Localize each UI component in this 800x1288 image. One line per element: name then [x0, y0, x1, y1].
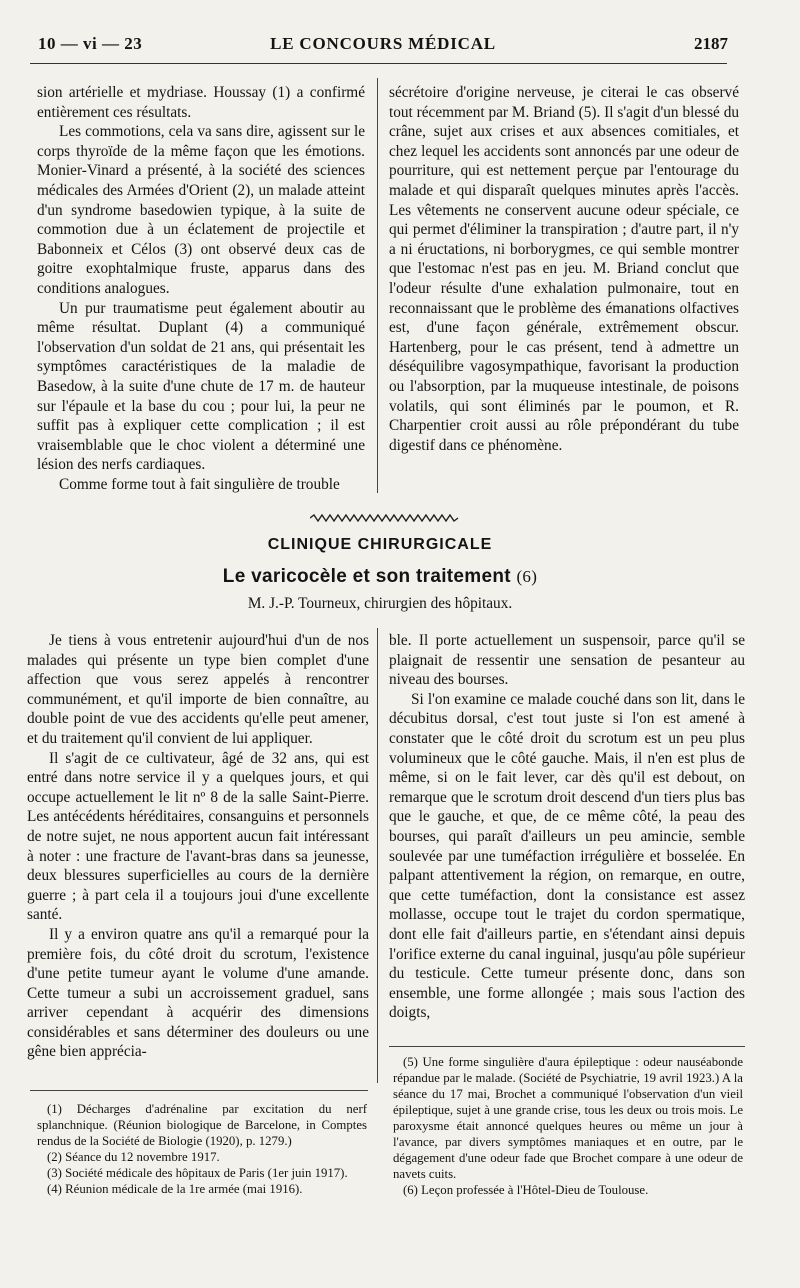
- paragraph: sécrétoire d'origine nerveuse, je citerai le cas observé tout récemment par M. Briand (5). Il s'agit d'un blessé du crâne, sujet aux crises et aux absences comitiales, et chez lequel les accidents sont annoncés par une odeur de pourriture, qui est nettement perçue par l'entourage du malade et qui disparaît quelques minutes après l'accès. Les vêtements ne conservent aucune odeur spéciale, ce qui permet d'éliminer la transpiration ; d'autre part, il n'y a ni éructations, ni borborygmes, ce qui semble montrer que l'estomac n'est pas en jeu. M. Briand conclut que l'odeur résulte d'une exhalation pulmonaire, tout en reconnaissant que le problème des émanations olfactives est, d'une façon générale, extrêmement obscur. Hartenberg, pour le cas présent, tend à admettre un déséquilibre vagosympathique, favorisant la production ou l'absorption, par la muqueuse intestinale, de poisons volatils, qui sont éliminés par le poumon, et R. Charpentier croit aussi au rôle prépondérant du tube digestif dans ce phénomène.: [389, 84, 739, 454]
- article-title-text: Le varicocèle et son traitement: [222, 566, 511, 587]
- footnote-rule: [389, 1046, 745, 1047]
- paragraph: Un pur traumatisme peut également aboutir au même résultat. Duplant (4) a communiqué l'observation d'un soldat de 21 ans, qui présentait les symptômes caractéristiques de la maladie de Basedow, à la suite d'une chute de 17 m. de hauteur sur l'épaule et la base du cou ; pour lui, la peur ne suffit pas à expliquer cette complication ; il est vraisemblable que le choc violent a déterminé une lésion des nerfs cardiaques.: [37, 299, 365, 474]
- running-header: [38, 34, 728, 56]
- bottom-right-column: [389, 631, 745, 1023]
- column-divider: [377, 628, 378, 1083]
- ornament-divider: [310, 514, 460, 522]
- paragraph: Les commotions, cela va sans dire, agissent sur le corps thyroïde de la même façon que les émotions. Monier-Vinard a présenté, à la société des sciences médicales des Armées d'Orient (2), un malade atteint d'un syndrome basedowien typique, à la suite de commotion due à un éclatement de projectile et Babonneix et Célos (3) ont observé deux cas de goitre exophtalmique fruste, apparus dans des conditions analogues.: [37, 123, 365, 297]
- bottom-left-column: [27, 631, 369, 1062]
- journal-title: LE CONCOURS MÉDICAL: [270, 34, 496, 53]
- paragraph: Si l'on examine ce malade couché dans son lit, dans le décubitus dorsal, c'est tout juste si l'on est amené à constater que le côté droit du scrotum est un peu plus volumineux que le côté gauche. Mais, il n'en est plus de même, si on le fait lever, car dès qu'il est debout, on remarque que le scrotum droit descend d'un tiers plus bas que le gauche, et que, de ce même côté, la peau des bourses, qui paraît d'ailleurs un peu amincie, semble soulevée par une tuméfaction irrégulière et bosselée. En palpant attentivement la région, on remarque, en outre, que cette tuméfaction, dont la consistance est assez mollasse, occupe tout le trajet du cordon spermatique, dont elle fait d'ailleurs partie, en s'étendant ainsi depuis l'orifice externe du canal inguinal, jusqu'au pôle supérieur du testicule. Cette tumeur présente donc, dans son ensemble, une forme allongée ; mais sous l'action des doigts,: [389, 690, 745, 1022]
- paragraph: Comme forme tout à fait singulière de trouble: [59, 475, 340, 493]
- paragraph: Il s'agit de ce cultivateur, âgé de 32 ans, qui est entré dans notre service il y a quelques jours, et qui occupe actuellement le lit nº 8 de la salle Saint-Pierre. Les antécédents héréditaires, consanguins et personnels de notre sujet, ne nous apportent aucun fait intéressant à noter : une fracture de l'avant-bras dans sa jeunesse, deux blessures superficielles au cours de la dernière guerre ; à part cela il a toujours joui d'une excellente santé.: [27, 749, 369, 924]
- footnote: (1) Décharges d'adrénaline par excitation du nerf splanchnique. (Réunion biologique de Barcelone, in Comptes rendus de la Société de Biologie (1920), p. 1279.): [37, 1102, 367, 1148]
- issue-number: 10 — vi — 23: [38, 34, 143, 53]
- top-right-column: [389, 83, 739, 455]
- footnotes-left: [37, 1101, 367, 1197]
- footnotes-right: [393, 1054, 743, 1198]
- footnote-rule: [30, 1090, 368, 1091]
- paragraph: sion artérielle et mydriase. Houssay (1) a confirmé entièrement ces résultats.: [37, 84, 365, 121]
- paragraph: Il y a environ quatre ans qu'il a remarqué pour la première fois, du côté droit du scrotum, l'existence d'une petite tumeur ayant le volume d'une amande. Cette tumeur a subi un accroissement graduel, sans arriver cependant à acquérir des dimensions considérables et sans déterminer des douleurs ou une gêne bien apprécia-: [27, 925, 369, 1061]
- page-number: 2187: [694, 34, 728, 53]
- header-rule: [30, 63, 727, 64]
- column-divider: [377, 78, 378, 493]
- article-title-note: (6): [516, 567, 538, 586]
- article-title: [0, 566, 760, 588]
- footnote: (2) Séance du 12 novembre 1917.: [47, 1150, 220, 1164]
- footnote: (4) Réunion médicale de la 1re armée (mai 1916).: [47, 1182, 303, 1196]
- section-label: CLINIQUE CHIRURGICALE: [267, 536, 493, 553]
- top-left-column: [37, 83, 365, 494]
- footnote: (5) Une forme singulière d'aura épileptique : odeur nauséabonde répandue par le malade. (Société de Psychiatrie, 19 avril 1923.) A la séance du 17 mai, Brochet a communiqué l'observation d'un vieil épileptique, sujet à une grande crise, tous les deux ou trois mois. Le paroxysme était annoncé quelques heures ou même un jour à l'avance, par divers symptômes maniaques et en outre, par le dégagement d'une odeur fade que Brochet compare à une odeur de navets cuits.: [393, 1055, 743, 1181]
- paragraph: Je tiens à vous entretenir aujourd'hui d'un de nos malades qui présente un type bien complet d'une affection que vous serez appelés à rencontrer communément, et qu'il importe de bien connaître, au double point de vue des accidents qu'elle peut amener, et du traitement qu'il convient de lui appliquer.: [27, 632, 369, 747]
- paragraph: ble. Il porte actuellement un suspensoir, parce qu'il se plaignait de ressentir une sensation de pesanteur au niveau des bourses.: [389, 632, 745, 689]
- footnote: (6) Leçon professée à l'Hôtel-Dieu de Toulouse.: [403, 1183, 649, 1197]
- footnote: (3) Société médicale des hôpitaux de Paris (1er juin 1917).: [47, 1166, 348, 1180]
- article-author: M. J.-P. Tourneux, chirurgien des hôpitaux.: [247, 595, 513, 612]
